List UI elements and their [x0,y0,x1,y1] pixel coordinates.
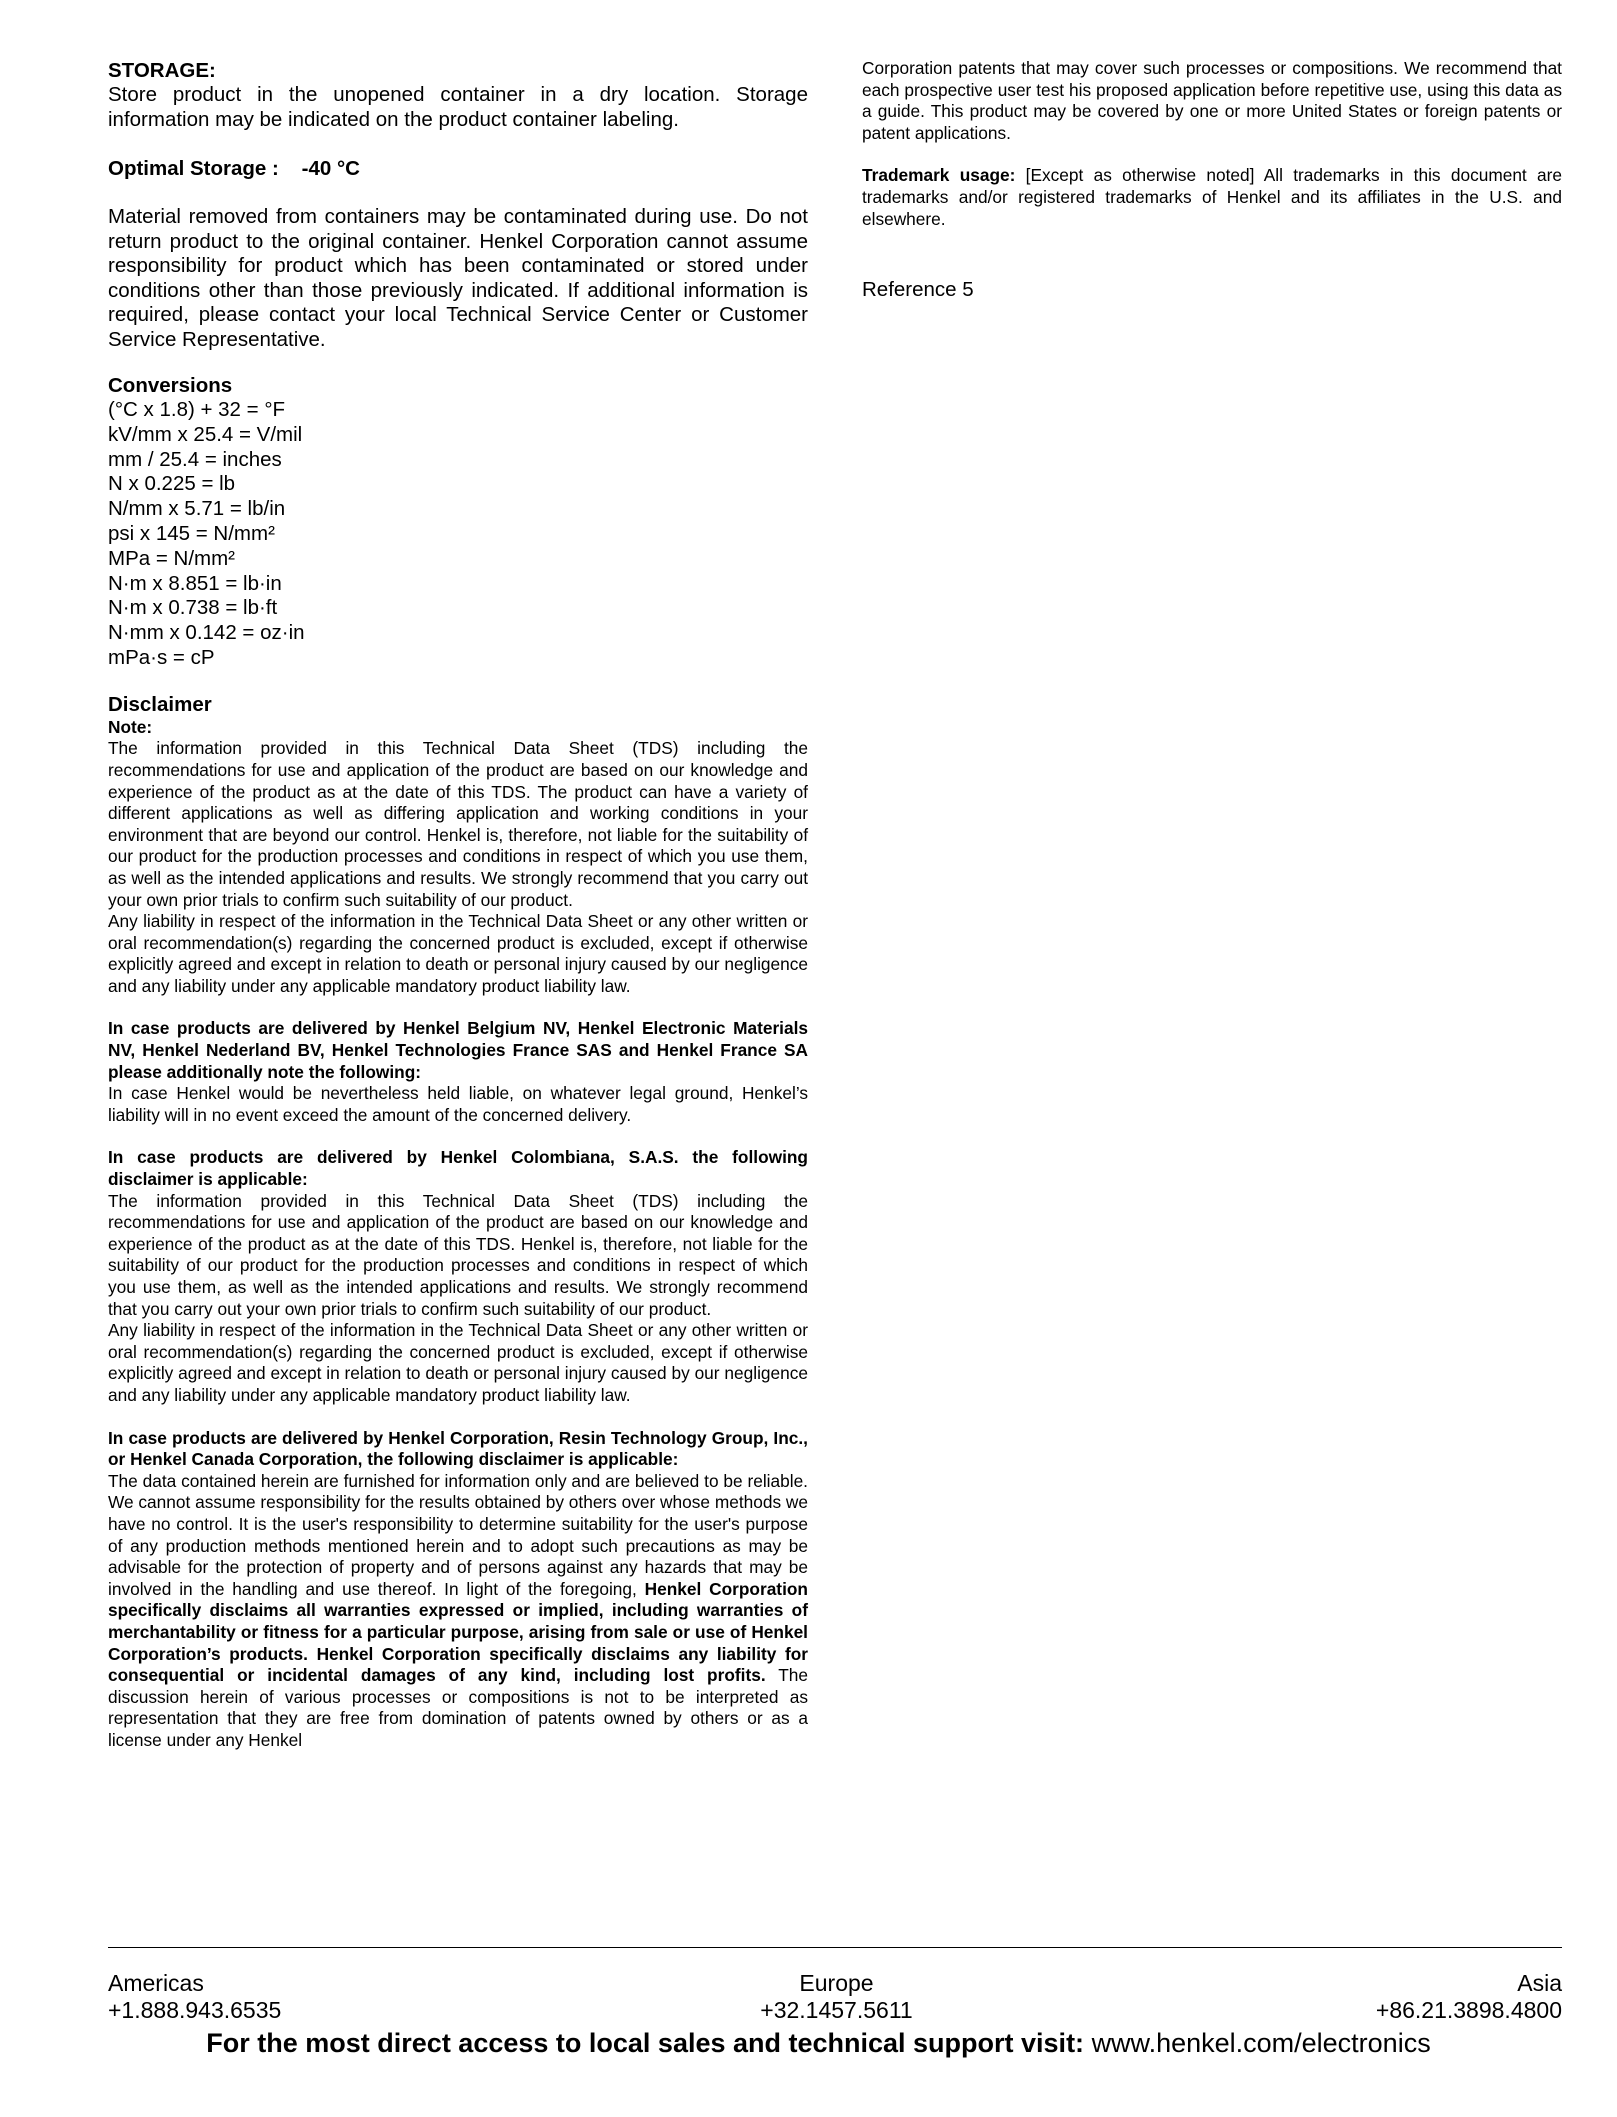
footer-asia [1376,1970,1562,2024]
note-paragraph-2: Any liability in respect of the information in the Technical Data Sheet or any other written or oral recommendation(s) regarding the concerned product is excluded, except if otherwise explicitly agreed and except in relation to death or personal injury caused by our negligence and any liability under any applicable mandatory product liability law. [108,911,808,996]
support-cta-text: For the most direct access to local sales and technical support visit: [206,2028,1085,2058]
corporation-text-a: The data contained herein are furnished for information only and are believed to be reliable. We cannot assume responsibility for the results obtained by others over whose methods we have no control. It is the user's responsibility to determine suitability for the user's purpose of any production methods mentioned herein and to adopt such precautions as may be advisable for the protection of property and of persons against any hazards that may be involved in the handling and use thereof. In light of the foregoing, [108,1470,808,1599]
colombiana-paragraph-1: The information provided in this Technical Data Sheet (TDS) including the recommendations for use and application of the product are based on our knowledge and experience of the product as at the date of this TDS. Henkel is, therefore, not liable for the suitability of our product for the production processes and conditions in respect of which you use them, as well as the intended applications and results. We strongly recommend that you carry out your own prior trials to confirm such suitability of our product. [108,1190,808,1319]
note-paragraph-1: The information provided in this Technical Data Sheet (TDS) including the recommendations for use and application of the product are based on our knowledge and experience of the product as at the date of this TDS. The product can have a variety of different applications as well as differing application and working conditions in your environment that are beyond our control. Henkel is, therefore, not liable for the suitability of our product for the production processes and conditions in respect of which you use them, as well as the intended applications and results. We strongly recommend that you carry out your own prior trials to confirm such suitability of our product. [108,738,808,910]
conversion-line: kV/mm x 25.4 = V/mil [108,422,303,446]
conversion-line: N·mm x 0.142 = oz·in [108,621,305,645]
footer-divider [108,1947,1562,1948]
reference-number: Reference 5 [862,278,974,302]
corporation-text-bold: Henkel Corporation specifically disclaims all warranties expressed or implied, including warranties of merchantability or fitness for a particular purpose, arising from sale or use of Henkel Corporation’s products. Henkel Corporation specifically disclaims any liability for consequential or incidental damages of any kind, including lost profits. [108,1578,808,1686]
trademark-label: Trademark usage: [862,165,1016,186]
storage-text: Store product in the unopened container in a dry location. Storage information may be indicated on the product container labeling. [108,83,808,131]
conversion-line: psi x 145 = N/mm² [108,521,275,545]
colombiana-paragraph-2: Any liability in respect of the information in the Technical Data Sheet or any other written or oral recommendation(s) regarding the concerned product is excluded, except if otherwise explicitly agreed and except in relation to death or personal injury caused by our negligence and any liability under any applicable mandatory product liability law. [108,1320,808,1405]
trademark-usage [862,165,1562,230]
disclaimer-heading: Disclaimer [108,692,212,716]
europe-label: Europe [799,1970,874,1996]
optimal-storage-label: Optimal Storage : [108,157,279,180]
conversion-line: MPa = N/mm² [108,546,235,570]
belgium-text: In case Henkel would be nevertheless held liable, on whatever legal ground, Henkel’s liability will in no event exceed the amount of the concerned delivery. [108,1083,808,1125]
conversions-heading: Conversions [108,374,233,397]
storage-heading: STORAGE: [108,59,216,82]
right-column [862,58,1562,303]
conversion-line: N·m x 0.738 = lb·ft [108,596,278,620]
note-label: Note: [108,716,153,737]
conversion-line: N x 0.225 = lb [108,472,236,496]
corporation-text-b: The discussion herein of various processes or compositions is not to be interpreted as representation that they are free from domination of patents owned by others or as a license under any Henkel [108,1665,808,1750]
conversion-line: N/mm x 5.71 = lb/in [108,497,286,521]
optimal-storage [108,156,808,181]
asia-label: Asia [1517,1970,1562,1996]
corporation-heading: In case products are delivered by Henkel Corporation, Resin Technology Group, Inc., or Henkel Canada Corporation, the following disclaimer is applicable: [108,1427,808,1470]
conversions-list [108,398,808,671]
contamination-text: Material removed from containers may be contaminated during use. Do not return product to the original container. Henkel Corporation cannot assume responsibility for product which has been contaminated or stored under conditions other than those previously indicated. If additional information is required, please contact your local Technical Service Center or Customer Service Representative. [108,205,808,351]
americas-label: Americas [108,1970,204,1996]
colombiana-heading: In case products are delivered by Henkel Colombiana, S.A.S. the following disclaimer is applicable: [108,1147,808,1190]
support-url-link[interactable]: www.henkel.com/electronics [1091,2028,1431,2058]
asia-phone: +86.21.3898.4800 [1375,1997,1562,2023]
corporation-continued: Corporation patents that may cover such processes or compositions. We recommend that each prospective user test his proposed application before repetitive use, using this data as a guide. This product may be covered by one or more United States or foreign patents or patent applications. [862,58,1562,143]
conversion-line: mm / 25.4 = inches [108,447,282,471]
belgium-heading: In case products are delivered by Henkel Belgium NV, Henkel Electronic Materials NV, Henkel Nederland BV, Henkel Technologies France SAS and Henkel France SA please additionally note the following: [108,1018,808,1082]
conversion-line: N·m x 8.851 = lb·in [108,571,282,595]
americas-phone: +1.888.943.6535 [108,1997,282,2023]
trademark-text: [Except as otherwise noted] All trademarks in this document are trademarks and/or registered trademarks of Henkel and its affiliates in the U.S. and elsewhere. [862,165,1562,229]
conversion-line: (°C x 1.8) + 32 = °F [108,398,286,421]
europe-phone: +32.1457.5611 [760,1997,913,2023]
optimal-storage-value: -40 °C [301,157,360,180]
left-column [108,58,808,1751]
conversion-line: mPa·s = cP [108,645,215,669]
footer-support-line [10,2027,1617,2059]
corporation-text [108,1471,808,1752]
